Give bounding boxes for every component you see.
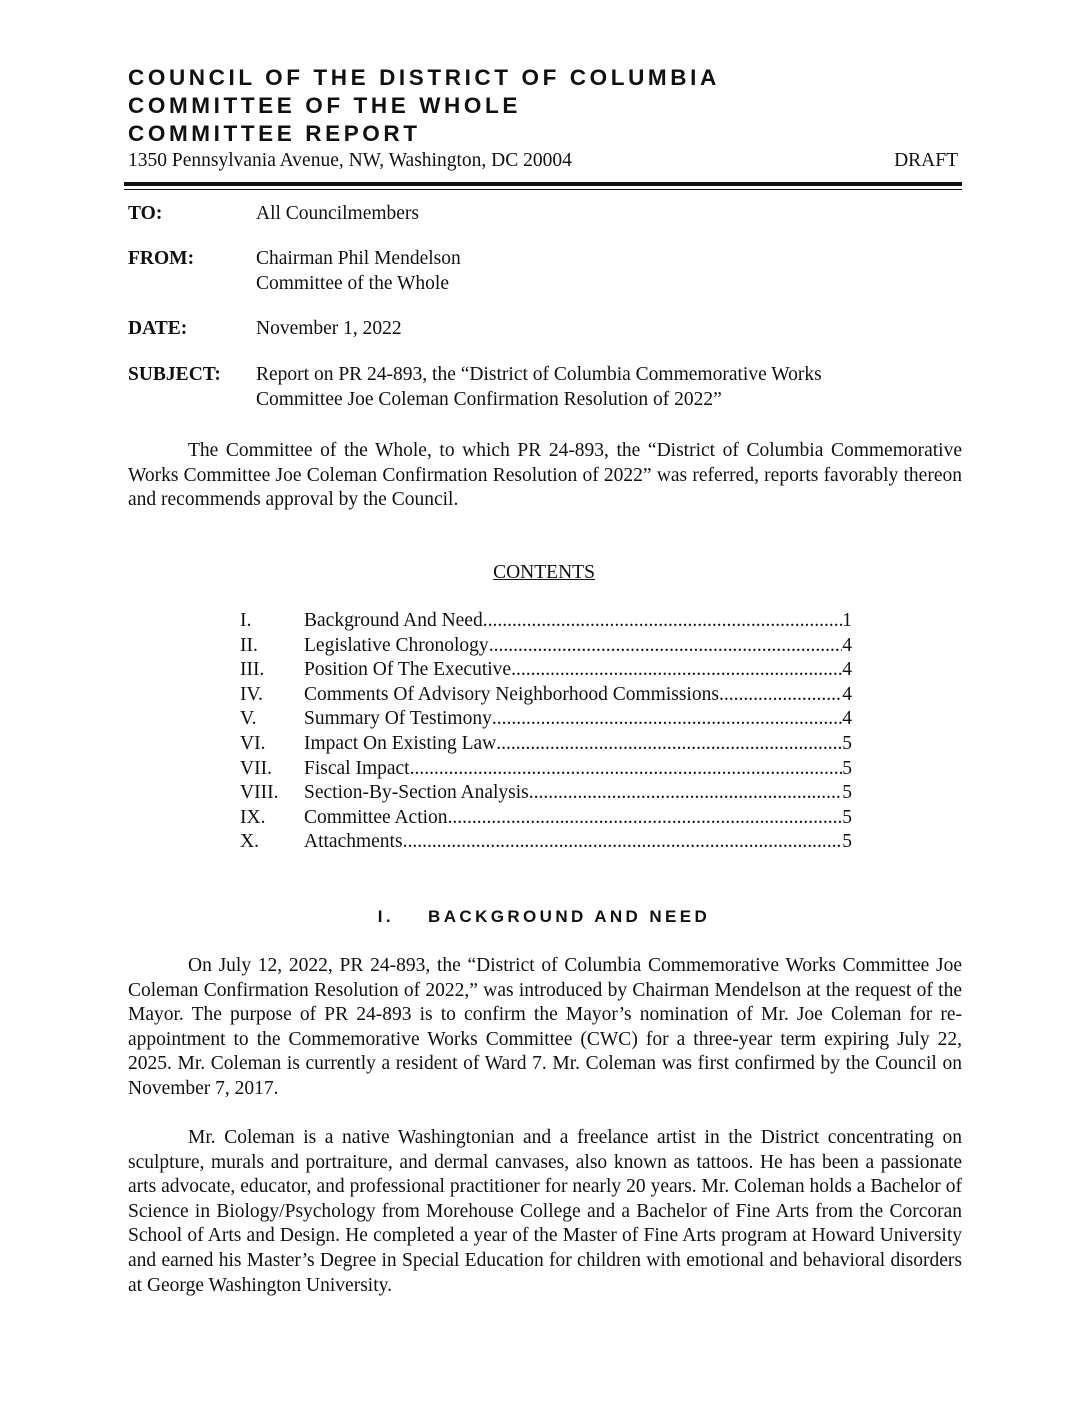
toc-title: Committee Action <box>304 806 448 828</box>
toc-title: Summary Of Testimony <box>304 708 492 730</box>
toc-page-number: 4 <box>842 634 852 656</box>
memo-to-label: TO: <box>128 203 163 224</box>
toc-row <box>240 781 852 806</box>
memo-to <box>128 201 962 226</box>
memo-subject-line2: Committee Joe Coleman Confirmation Resolution of 2022” <box>256 389 722 410</box>
memo-from-label: FROM: <box>128 248 195 269</box>
toc-row <box>240 658 852 683</box>
toc-leader-dots <box>489 634 843 658</box>
toc-title: Position Of The Executive <box>304 659 512 681</box>
memo-subject-line1: Report on PR 24-893, the “District of Columbia Commemorative Works <box>256 364 822 385</box>
toc-row <box>240 707 852 732</box>
header-rule-thin <box>124 189 962 190</box>
toc-number: V. <box>240 708 257 730</box>
toc-row <box>240 609 852 634</box>
memo-to-value: All Councilmembers <box>256 203 420 224</box>
memo-date-label: DATE: <box>128 318 188 339</box>
memo-from-line1: Chairman Phil Mendelson <box>256 248 461 269</box>
toc-leader-dots <box>403 830 843 854</box>
toc-title: Comments Of Advisory Neighborhood Commissions <box>304 683 719 705</box>
toc-leader-dots <box>448 806 843 830</box>
toc-title: Fiscal Impact <box>304 757 410 779</box>
background-paragraph-1: On July 12, 2022, PR 24-893, the “District of Columbia Commemorative Works Committee Joe Coleman Confirmation Resolution of 2022,” was introduced by Chairman Mendelson at the request of the Mayor. The purpose of PR 24-893 is to confirm the Mayor’s nomination of Mr. Joe Coleman for re-appointment to the Commemorative Works Committee (CWC) for a three-year term expiring July 22, 2025. Mr. Coleman is currently a resident of Ward 7. Mr. Coleman was first confirmed by the Council on November 7, 2017. <box>128 955 962 1099</box>
toc-number: IX. <box>240 806 266 828</box>
toc-title: Section-By-Section Analysis <box>304 782 529 804</box>
toc-row <box>240 806 852 831</box>
toc-page-number: 4 <box>842 708 852 730</box>
toc-page-number: 5 <box>842 831 852 853</box>
toc-row <box>240 757 852 782</box>
letterhead-address-row <box>128 149 962 175</box>
toc-leader-dots <box>492 707 842 731</box>
memo-from-line2: Committee of the Whole <box>256 273 449 294</box>
letterhead-report: COMMITTEE REPORT <box>128 121 421 146</box>
memo-subject-label: SUBJECT: <box>128 364 221 385</box>
toc-row <box>240 634 852 659</box>
toc-leader-dots <box>511 658 842 682</box>
toc-number: II. <box>240 634 258 656</box>
section-number: I. <box>377 907 395 926</box>
section-title: BACKGROUND AND NEED <box>428 907 711 926</box>
toc-page-number: 5 <box>842 732 852 754</box>
toc-page-number: 4 <box>842 683 852 705</box>
memo-subject <box>128 362 962 412</box>
toc-page-number: 4 <box>842 659 852 681</box>
toc-number: I. <box>240 610 252 631</box>
toc-row <box>240 683 852 708</box>
draft-label: DRAFT <box>894 150 958 171</box>
toc-leader-dots <box>410 757 843 781</box>
toc-page-number: 5 <box>842 806 852 828</box>
toc-row <box>240 830 852 855</box>
table-of-contents <box>240 609 852 855</box>
toc-leader-dots <box>719 683 842 707</box>
toc-number: IV. <box>240 683 263 705</box>
toc-number: III. <box>240 659 265 681</box>
intro-paragraph: The Committee of the Whole, to which PR 24-893, the “District of Columbia Commemorative Works Committee Joe Coleman Confirmation Resolution of 2022” was referred, reports favorably thereon and recommends approval by the Council. <box>128 440 962 511</box>
toc-title: Background And Need <box>304 610 483 631</box>
toc-title: Attachments <box>304 831 403 853</box>
background-paragraph-2: Mr. Coleman is a native Washingtonian and a freelance artist in the District concentrating on sculpture, murals and portraiture, and dermal canvases, also known as tattoos. He has been a passionate arts advocate, educator, and professional practitioner for nearly 20 years. Mr. Coleman holds a Bachelor of Science in Biology/Psychology from Morehouse College and a Bachelor of Fine Arts from the Corcoran School of Arts and Design. He completed a year of the Master of Fine Arts program at Howard University and earned his Master’s Degree in Special Education for children with emotional and behavioral disorders at George Washington University. <box>128 1127 962 1296</box>
memo-date <box>128 316 962 341</box>
toc-title: Legislative Chronology <box>304 634 489 656</box>
letterhead <box>128 64 962 175</box>
memo-from <box>128 246 962 296</box>
toc-number: VIII. <box>240 782 279 804</box>
toc-number: X. <box>240 831 259 853</box>
header-rule-thick <box>124 182 962 186</box>
contents-title-text: CONTENTS <box>493 562 595 583</box>
toc-title: Impact On Existing Law <box>304 732 497 754</box>
letterhead-committee: COMMITTEE OF THE WHOLE <box>128 93 521 118</box>
toc-leader-dots <box>496 732 842 756</box>
letterhead-address: 1350 Pennsylvania Avenue, NW, Washington, DC 20004 <box>128 150 572 171</box>
toc-number: VI. <box>240 732 266 754</box>
toc-page-number: 1 <box>842 610 852 631</box>
toc-leader-dots <box>529 781 842 805</box>
toc-page-number: 5 <box>842 757 852 779</box>
letterhead-council: COUNCIL OF THE DISTRICT OF COLUMBIA <box>128 65 720 90</box>
toc-row <box>240 732 852 757</box>
toc-number: VII. <box>240 757 272 779</box>
memo-date-value: November 1, 2022 <box>256 318 402 339</box>
toc-page-number: 5 <box>842 782 852 804</box>
toc-leader-dots <box>483 609 843 633</box>
section-heading <box>0 906 1088 928</box>
contents-title <box>0 561 1088 585</box>
